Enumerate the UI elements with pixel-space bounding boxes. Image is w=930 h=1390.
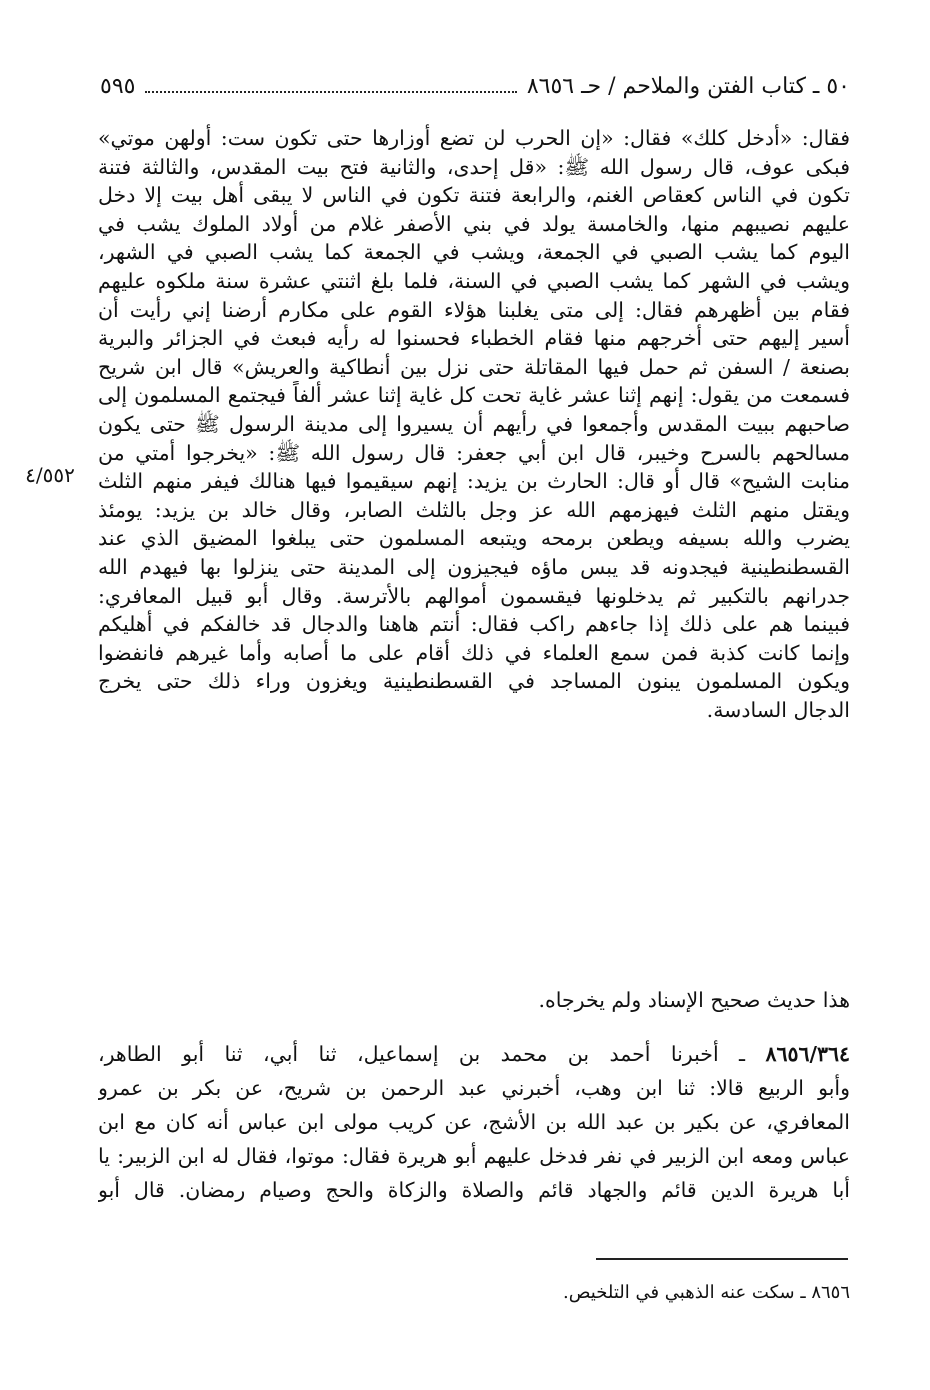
text-line: يضرب والله بسيفه ويطعن برمحه ويتبعه المسلمون حتى يبلغوا المضيق الذي عند <box>98 526 850 551</box>
text-line <box>98 1040 850 1074</box>
text-line: جدرانهم بالتكبير ثم يدخلونها فيقسمون أموالهم بالأترسة. وقال أبو قبيل المعافري: <box>98 583 850 608</box>
text-line: منابت الشيح» قال أو قال: الحارث بن يزيد: إنهم سيقيموا فيها هنالك فيفر منهم الثلث <box>98 469 850 494</box>
text-line: عليهم نصيبهم منها، والخامسة يولد في بني الأصفر غلام من أولاد الملوك يشب في <box>98 211 850 236</box>
text-line: ويشب في الشهر كما يشب الصبي في السنة، فلما بلغ اثنتي عشرة سنة ملكوه عليهم <box>98 268 850 293</box>
text-line: القسطنطينية فيجدونه قد يبس ماؤه فيجيزون إلى المدينة حتى ينزلوا بها فيهدم الله <box>98 554 850 579</box>
text-line: المعافري، عن بكير بن عبد الله بن الأشج، عن كريب مولى ابن عباس أنه كان مع ابن <box>98 1110 850 1134</box>
hadith-paragraph <box>98 1040 850 1210</box>
text-line: فبكى عوف، قال رسول الله ﷺ: «قل إحدى، والثانية فتح بيت المقدس، والثالثة فتنة <box>98 154 850 179</box>
margin-reference: ٤/٥٥٢ <box>25 463 75 487</box>
running-header <box>100 74 850 108</box>
text-line: فبينما هم على ذلك إذا جاءهم راكب فقال: أنتم هاهنا والدجال قد خالفكم في أهليكم <box>98 612 850 637</box>
text-line: ويقتل منهم الثلث فيهزمهم الله عز وجل بالثلث الصابر، وقال خالد بن يزيد: يومئذ <box>98 497 850 522</box>
text-line: ويكون المسلمون يبنون المساجد في القسطنطينية ويغزون وراء ذلك حتى يخرج <box>98 669 850 694</box>
text-line: بصنعة / السفن ثم حمل فيها المقاتلة حتى نزل بين أنطاكية والعريش» قال ابن شريح <box>98 354 850 379</box>
text-line: أبا هريرة الدين قائم والجهاد قائم والصلاة والزكاة والحج وصيام رمضان. قال أبو <box>98 1178 850 1202</box>
text-line: عباس ومعه ابن الزبير في نفر فدخل عليهم أبو هريرة فقال: موتوا، فقال له ابن الزبير: يا <box>98 1144 850 1168</box>
text-line: تكون في الناس كعقاص الغنم، والرابعة فتنة تكون في الناس لا يبقى أهل بيت إلا دخل <box>98 183 850 208</box>
text-line: صاحبهم ببيت المقدس وأجمعوا في رأيهم أن يسيروا إلى مدينة الرسول ﷺ حتى يكون <box>98 411 850 436</box>
text-line: فقام بين أظهرهم فقال: إلى متى يغلبنا هؤلاء القوم على مكارم أرضنا إني رأيت أن <box>98 297 850 322</box>
text-line: فقال: «أدخل كلك» فقال: «إن الحرب لن تضع أوزارها حتى تكون ست: أولهن موتي» <box>98 126 850 150</box>
text-line: اليوم كما يشب الصبي في الجمعة، ويشب في الجمعة كما يشب الصبي في الشهر، <box>98 240 850 265</box>
text-line: وأبو الربيع قالا: ثنا ابن وهب، أخبرني عبد الرحمن بن شريح، عن بكر بن عمرو <box>98 1076 850 1100</box>
footnote: ٨٦٥٦ ـ سكت عنه الذهبي في التلخيص. <box>563 1282 850 1303</box>
footnote-divider <box>596 1258 848 1260</box>
text-line: فسمعت من يقول: إنهم إثنا عشر غاية تحت كل غاية إثنا عشر ألفاً فيجتمع المسلمون إلى <box>98 383 850 408</box>
page-number: ٥٩٥ <box>100 74 136 99</box>
text-line: مسالحهم بالسرح وخيبر، قال ابن أبي جعفر: قال رسول الله ﷺ: «يخرجوا أمتي من <box>98 440 850 465</box>
header-dot-leader <box>145 91 516 93</box>
text-line: الدجال السادسة. <box>706 697 850 722</box>
text-line: وإنما كانت كذبة فمن سمع العلماء في ذلك أقام على ما أصابه وأما غيرهم فانفضوا <box>98 640 850 665</box>
main-text-block <box>98 124 850 724</box>
text-line-content: ـ أخبرنا أحمد بن محمد بن إسماعيل، ثنا أبي، ثنا أبو الطاهر، <box>98 1042 746 1066</box>
verdict-line: هذا حديث صحيح الإسناد ولم يخرجاه. <box>538 988 850 1012</box>
hadith-number: ٨٦٥٦/٣٦٤ <box>765 1042 850 1066</box>
text-line: أسير إليهم حتى أخرجهم منها فقام الخطباء فحسنوا له رأيه فبعث في الجزائر والبرية <box>98 326 850 351</box>
header-title: ٥٠ ـ كتاب الفتن والملاحم / حـ ٨٦٥٦ <box>526 74 850 99</box>
